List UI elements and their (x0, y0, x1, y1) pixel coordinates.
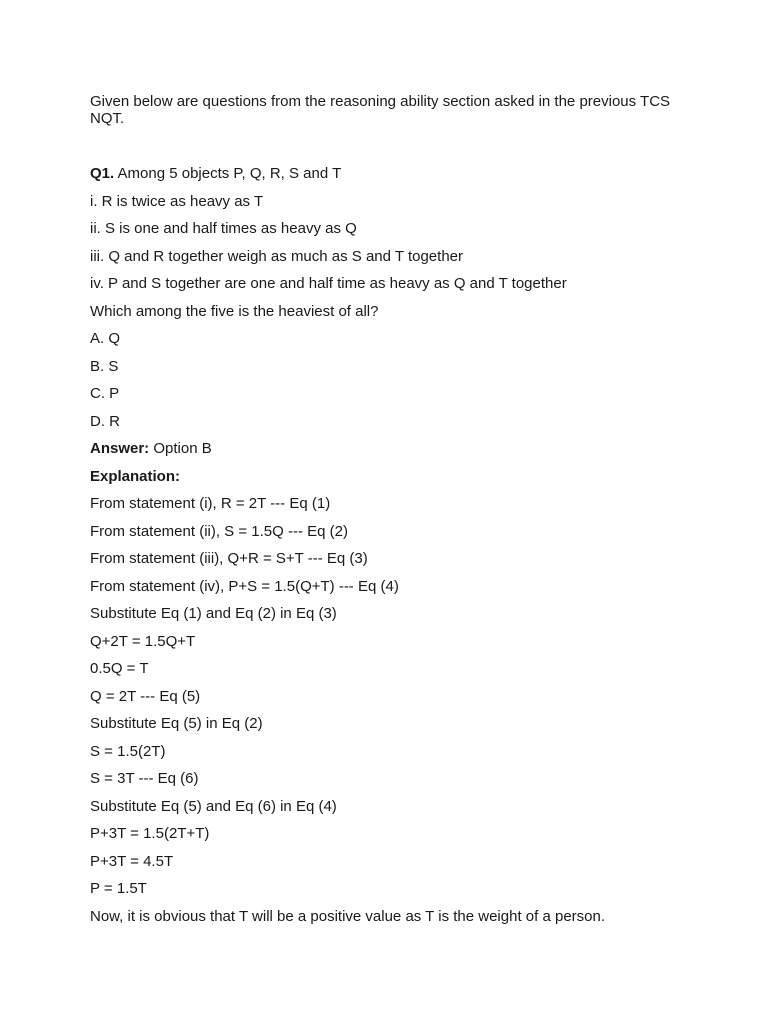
answer-value: Option B (149, 440, 212, 457)
explanation-line: P = 1.5T (90, 880, 147, 897)
explanation-line: P+3T = 1.5(2T+T) (90, 825, 210, 842)
explanation-label: Explanation: (90, 467, 181, 485)
statement-4: iv. P and S together are one and half time as heavy as Q and T together (90, 275, 567, 292)
explanation-line: Q = 2T --- Eq (5) (90, 687, 201, 705)
explanation-line: S = 1.5(2T) (90, 742, 166, 760)
question-text: Among 5 objects P, Q, R, S and T (114, 165, 342, 182)
statement-1: i. R is twice as heavy as T (90, 192, 264, 210)
option-a: A. Q (90, 330, 121, 347)
statement-3: iii. Q and R together weigh as much as S and T together (90, 247, 463, 265)
question-prompt: Which among the five is the heaviest of all? (90, 302, 379, 320)
explanation-heading (90, 466, 686, 494)
explanation-line: P+3T = 4.5T (90, 852, 174, 870)
option-d: D. R (90, 412, 120, 430)
explanation-line: Substitute Eq (1) and Eq (2) in Eq (3) (90, 605, 337, 622)
question-block (90, 163, 686, 933)
question-heading (90, 163, 686, 191)
explanation-line: 0.5Q = T (90, 660, 149, 677)
intro-paragraph: Given below are questions from the reasoning ability section asked in the previous TCS NQT. (90, 93, 671, 127)
statement-2: ii. S is one and half times as heavy as Q (90, 220, 357, 237)
explanation-line: From statement (iii), Q+R = S+T --- Eq (3) (90, 550, 368, 567)
option-c: C. P (90, 385, 120, 402)
explanation-line: Q+2T = 1.5Q+T (90, 632, 196, 650)
explanation-line: From statement (ii), S = 1.5Q --- Eq (2) (90, 522, 348, 540)
explanation-line: Now, it is obvious that T will be a positive value as T is the weight of a person. (90, 907, 606, 925)
explanation-line: From statement (iv), P+S = 1.5(Q+T) --- Eq (4) (90, 577, 399, 595)
question-number: Q1. (90, 165, 115, 182)
explanation-line: S = 3T --- Eq (6) (90, 770, 199, 787)
option-b: B. S (90, 357, 119, 375)
answer-line (90, 438, 686, 466)
explanation-line: Substitute Eq (5) in Eq (2) (90, 715, 263, 732)
explanation-line: From statement (i), R = 2T --- Eq (1) (90, 495, 331, 512)
explanation-line: Substitute Eq (5) and Eq (6) in Eq (4) (90, 797, 337, 815)
answer-label: Answer: (90, 440, 150, 457)
